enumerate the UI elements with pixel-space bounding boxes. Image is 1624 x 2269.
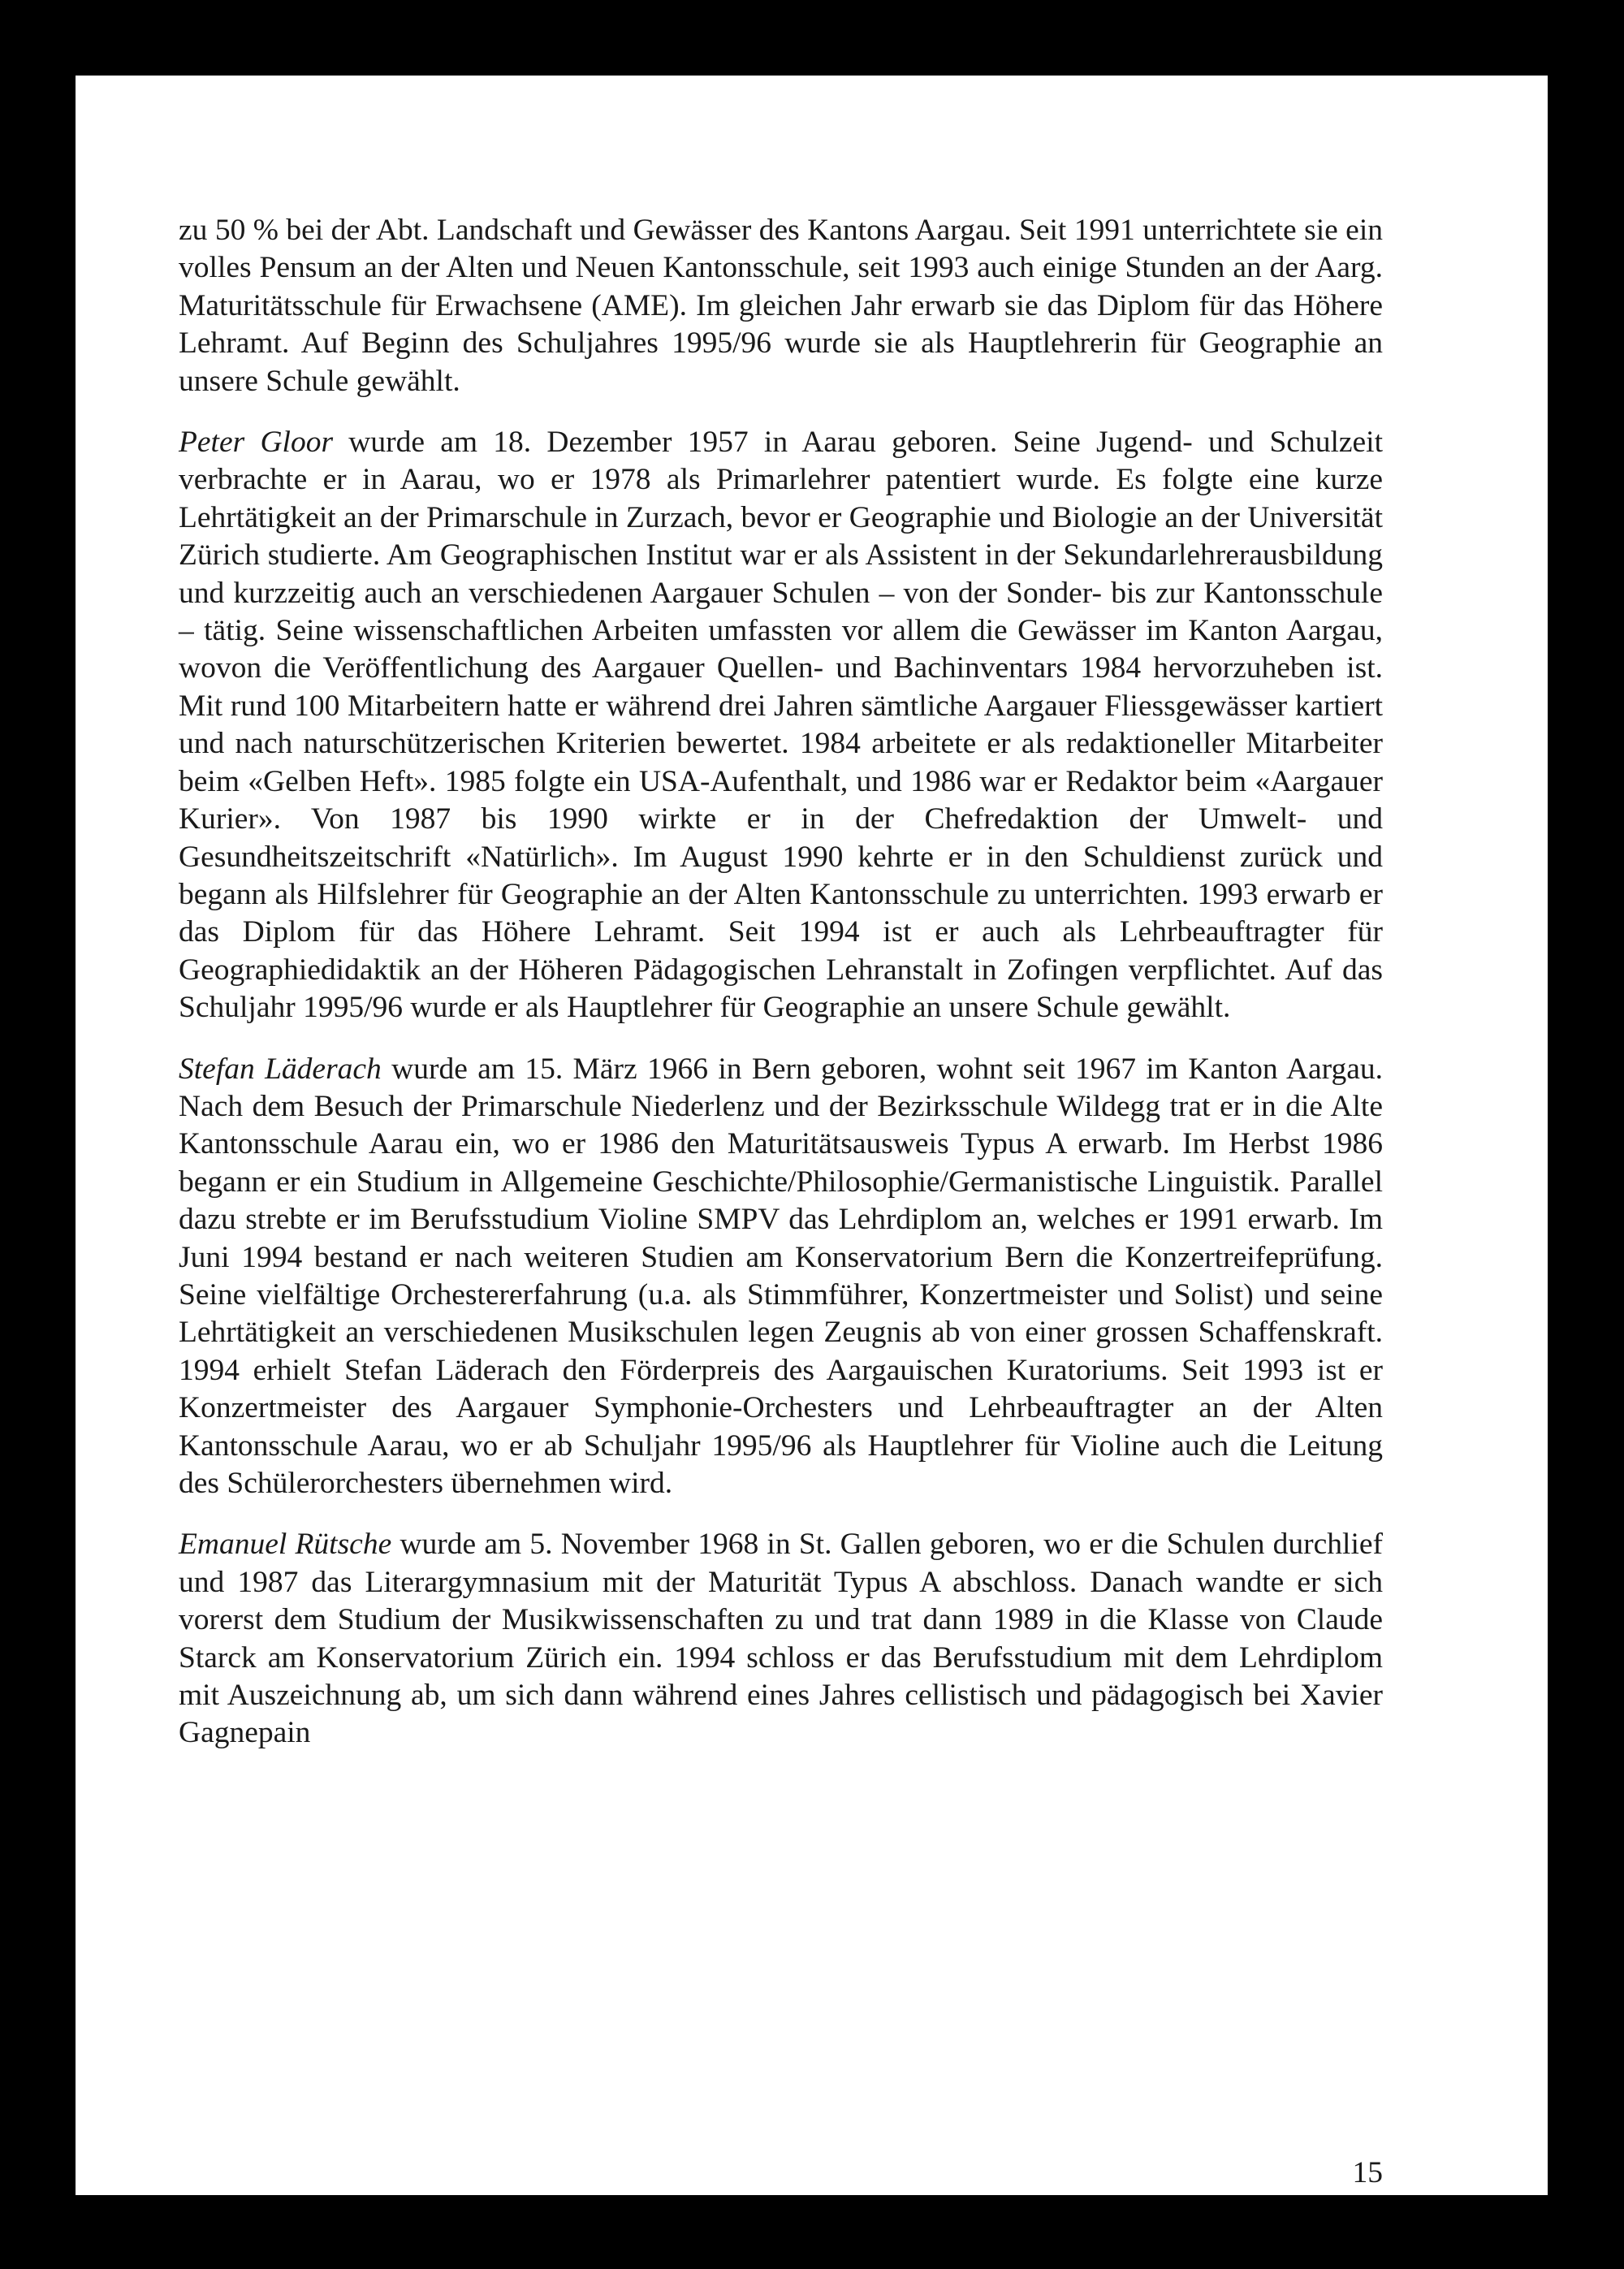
document-page	[76, 76, 1548, 2195]
body-text	[179, 212, 1383, 1753]
paragraph-peter-gloor	[179, 424, 1383, 1027]
page-number: 15	[1352, 2156, 1383, 2189]
person-name: Emanuel Rütsche	[179, 1528, 392, 1562]
paragraph-text: wurde am 5. November 1968 in St. Gallen geboren, wo er die Schulen durchlief und 1987 das Literargymnasium mit der Maturität Typus A abschloss. Danach wandte er sich vorerst dem Studium der Musikwissenschaften zu und trat dann 1989 in die Klasse von Claude Starck am Konservatorium Zürich ein. 1994 schloss er das Berufsstudium mit dem Lehrdiplom mit Auszeichnung ab, um sich dann während eines Jahres cellistisch und pädagogisch bei Xavier Gagnepain	[179, 1528, 1384, 1750]
person-name: Stefan Läderach	[179, 1052, 382, 1086]
paragraph-intro	[179, 212, 1383, 400]
paragraph-text: zu 50 % bei der Abt. Landschaft und Gewässer des Kantons Aargau. Seit 1991 unterrichtete sie ein volles Pensum an der Alten und Neuen Kantonsschule, seit 1993 auch einige Stunden an der Aarg. Maturitätsschule für Erwachsene (AME). Im gleichen Jahr erwarb sie das Diplom für das Höhere Lehramt. Auf Beginn des Schuljahres 1995/96 wurde sie als Hauptlehrerin für Geographie an unsere Schule gewählt.	[179, 214, 1383, 398]
paragraph-stefan-laederach	[179, 1051, 1383, 1503]
paragraph-emanuel-ruetsche	[179, 1526, 1383, 1752]
paragraph-text: wurde am 18. Dezember 1957 in Aarau geboren. Seine Jugend- und Schulzeit verbrachte er in Aarau, wo er 1978 als Primarlehrer patentiert wurde. Es folgte eine kurze Lehrtätigkeit an der Primarschule in Zurzach, bevor er Geographie und Biologie an der Universität Zürich studierte. Am Geographischen Institut war er als Assistent in der Sekundarlehrerausbildung und kurzzeitig auch an verschiedenen Aargauer Schulen – von der Sonder- bis zur Kantonsschule – tätig. Seine wissenschaftlichen Arbeiten umfassten vor allem die Gewässer im Kanton Aargau, wovon die Veröffentlichung des Aargauer Quellen- und Bachinventars 1984 hervorzuheben ist. Mit rund 100 Mitarbeitern hatte er während drei Jahren sämtliche Aargauer Fliessgewässer kartiert und nach naturschützerischen Kriterien bewertet. 1984 arbeitete er als redaktioneller Mitarbeiter beim «Gelben Heft». 1985 folgte ein USA-Aufenthalt, und 1986 war er Redaktor beim «Aargauer Kurier». Von 1987 bis 1990 wirkte er in der Chefredaktion der Umwelt- und Gesundheitszeitschrift «Natürlich». Im August 1990 kehrte er in den Schuldienst zurück und begann als Hilfslehrer für Geographie an der Alten Kantonsschule zu unterrichten. 1993 erwarb er das Diplom für das Höhere Lehramt. Seit 1994 ist er auch als Lehrbeauftragter für Geographiedidaktik an der Höheren Pädagogischen Lehranstalt in Zofingen verpflichtet. Auf das Schuljahr 1995/96 wurde er als Hauptlehrer für Geographie an unsere Schule gewählt.	[179, 426, 1383, 1025]
person-name: Peter Gloor	[179, 426, 334, 460]
paragraph-text: wurde am 15. März 1966 in Bern geboren, wohnt seit 1967 im Kanton Aargau. Nach dem Besuch der Primarschule Niederlenz und der Bezirksschule Wildegg trat er in die Alte Kantonsschule Aarau ein, wo er 1986 den Maturitätsausweis Typus A erwarb. Im Herbst 1986 begann er ein Studium in Allgemeine Geschichte/Philosophie/Germanistische Linguistik. Parallel dazu strebte er im Berufsstudium Violine SMPV das Lehrdiplom an, welches er 1991 erwarb. Im Juni 1994 bestand er nach weiteren Studien am Konservatorium Bern die Konzertreifeprüfung. Seine vielfältige Orchestererfahrung (u.a. als Stimmführer, Konzertmeister und Solist) und seine Lehrtätigkeit an verschiedenen Musikschulen legen Zeugnis ab von einer grossen Schaffenskraft. 1994 erhielt Stefan Läderach den Förderpreis des Aargauischen Kuratoriums. Seit 1993 ist er Konzertmeister des Aargauer Symphonie-Orchesters und Lehrbeauftragter an der Alten Kantonsschule Aarau, wo er ab Schuljahr 1995/96 als Hauptlehrer für Violine auch die Leitung des Schülerorchesters übernehmen wird.	[179, 1052, 1383, 1500]
